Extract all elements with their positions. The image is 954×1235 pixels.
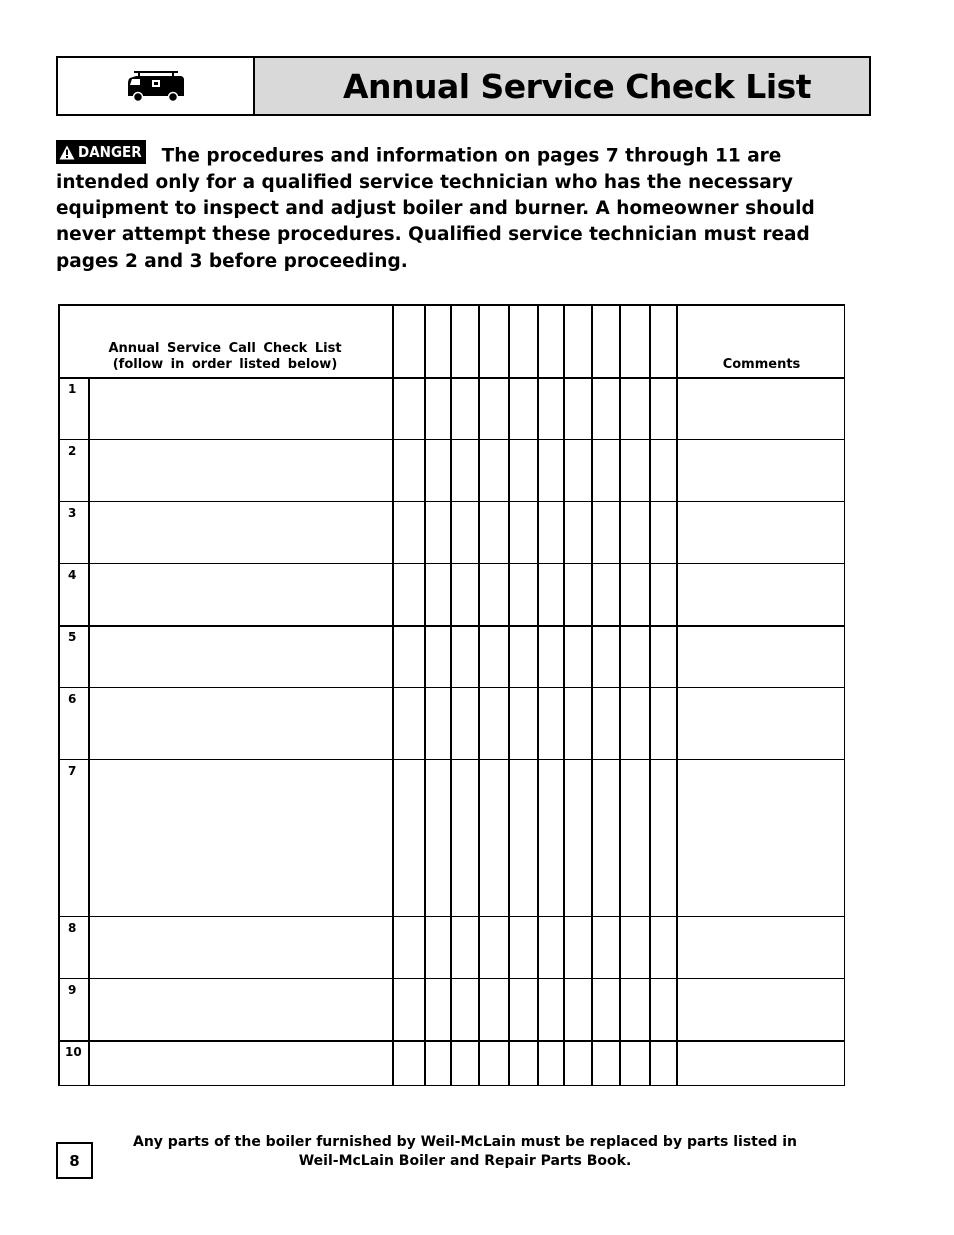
comments-header: Comments [722, 357, 801, 372]
table-hline [58, 1040, 845, 1042]
table-vline [478, 304, 480, 1086]
row-number: 9 [68, 983, 77, 997]
row-number: 4 [68, 568, 77, 582]
header-icon-cell [58, 58, 255, 114]
warning-triangle-icon [59, 145, 75, 160]
row-number: 8 [68, 921, 77, 935]
page-header [56, 56, 871, 116]
table-vline [88, 377, 90, 1086]
row-number: 2 [68, 444, 77, 458]
table-vline [649, 304, 651, 1086]
header-title-cell [255, 58, 869, 114]
row-number: 7 [68, 764, 77, 778]
table-vline [58, 304, 60, 1086]
table-hline [58, 625, 845, 627]
table-hline [58, 916, 845, 917]
table-hline [58, 1085, 845, 1087]
table-hline [58, 563, 845, 564]
table-vline [676, 304, 678, 1086]
service-van-icon [126, 69, 186, 103]
checklist-header-line2: (follow in order listed below) [112, 357, 338, 372]
table-hline [58, 501, 845, 502]
danger-badge [56, 140, 146, 164]
checklist-header-line1: Annual Service Call Check List [108, 341, 342, 356]
row-number: 6 [68, 692, 77, 706]
checklist-header [88, 341, 362, 373]
table-hline [58, 759, 845, 760]
page-number: 8 [56, 1142, 93, 1179]
table-vline [508, 304, 510, 1086]
table-vline [450, 304, 452, 1086]
footer-note-line1: Any parts of the boiler furnished by Weil-McLain must be replaced by parts listed in [133, 1134, 797, 1150]
table-hline [58, 687, 845, 688]
table-vline [563, 304, 565, 1086]
table-hline [58, 978, 845, 979]
row-number: 10 [65, 1045, 82, 1059]
table-hline [58, 304, 845, 306]
footer-note [130, 1133, 800, 1171]
row-number: 3 [68, 506, 77, 520]
table-vline [392, 304, 394, 1086]
table-hline [58, 439, 845, 440]
table-vline [844, 304, 846, 1086]
page-title: Annual Service Check List [342, 66, 812, 106]
danger-badge-label: DANGER [78, 142, 142, 161]
service-check-table [58, 304, 845, 1086]
table-vline [591, 304, 593, 1086]
danger-notice [56, 140, 856, 275]
footer-note-line2: Weil-McLain Boiler and Repair Parts Book. [298, 1153, 632, 1169]
table-vline [537, 304, 539, 1086]
danger-text: The procedures and information on pages 7 through 11 are intended only for a qualified service technician who has the necessary equipment to inspect and adjust boiler and burner. A homeowner should never attempt these procedures. Qualified service technician must read pages 2 and 3 before proceeding. [56, 145, 815, 272]
table-vline [619, 304, 621, 1086]
table-hline [58, 377, 845, 379]
table-vline [424, 304, 426, 1086]
row-number: 5 [68, 630, 77, 644]
row-number: 1 [68, 382, 77, 396]
